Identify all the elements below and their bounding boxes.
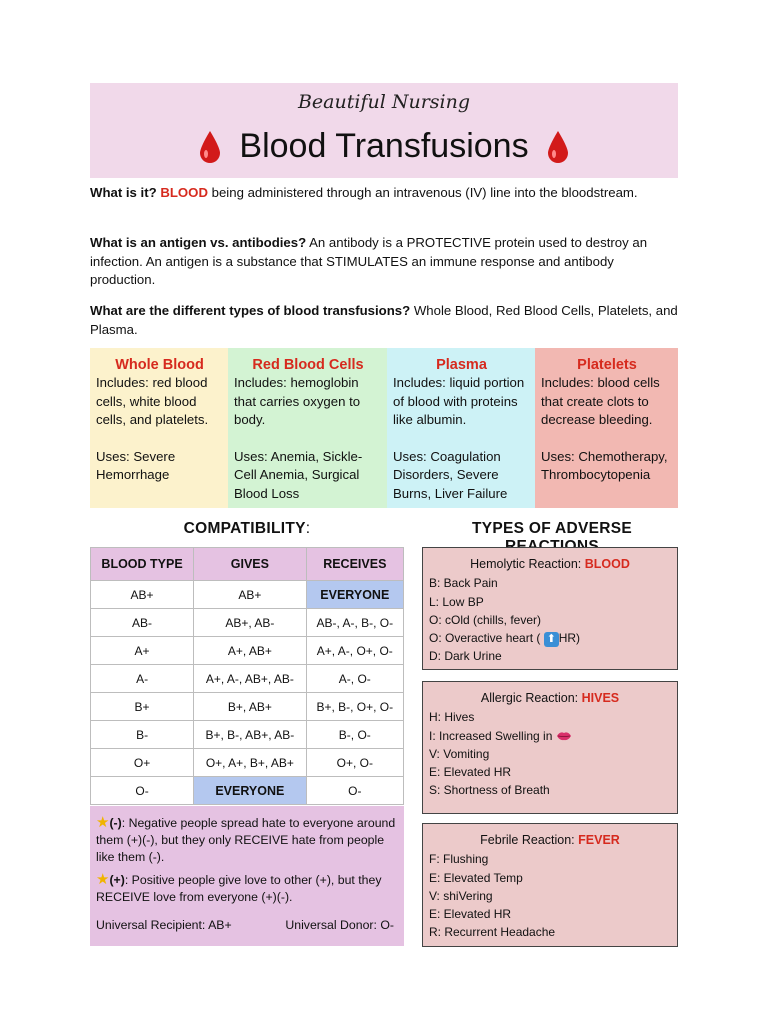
table-row <box>91 721 404 749</box>
reaction-key: BLOOD <box>584 557 630 571</box>
type-heading: Plasma <box>436 357 487 373</box>
type-uses: Uses: Chemotherapy, Thrombocytopenia <box>541 449 668 483</box>
reaction-item: F: Flushing <box>429 852 489 867</box>
brand-title: Beautiful Nursing <box>297 91 471 113</box>
table-row <box>91 581 404 609</box>
universal-row <box>96 917 394 934</box>
header-banner <box>90 83 678 178</box>
type-column-whole-blood <box>90 348 228 508</box>
compatibility-title-text: COMPATIBILITY <box>183 520 306 537</box>
type-uses: Uses: Anemia, Sickle-Cell Anemia, Surgical Blood Loss <box>234 449 363 501</box>
type-includes: Includes: hemoglobin that carries oxygen to body. <box>234 375 361 428</box>
cell-blood-type: O- <box>91 777 194 805</box>
intro-types <box>90 302 680 339</box>
reaction-item: V: shiVering <box>429 888 493 903</box>
answer-text: An antibody is a PROTECTIVE protein used to destroy an infection. An antigen is a substance that STIMULATES an immune response and antibody production. <box>90 235 648 287</box>
reaction-label: Febrile Reaction: <box>480 833 575 847</box>
positive-label: (+) <box>109 873 125 887</box>
universal-donor: Universal Donor: O- <box>285 918 394 932</box>
question-label: What are the different types of blood transfusions? <box>90 303 411 318</box>
table-row <box>91 609 404 637</box>
cell-blood-type: A+ <box>91 637 194 665</box>
type-uses: Uses: Severe Hemorrhage <box>96 449 176 483</box>
reaction-item: H: Hives <box>429 710 475 725</box>
reaction-item: E: Elevated HR <box>429 907 512 922</box>
reaction-label: Allergic Reaction: <box>480 691 579 705</box>
page-title: Blood Transfusions <box>239 127 529 165</box>
question-label: What is an antigen vs. antibodies? <box>90 235 307 250</box>
compatibility-notes <box>90 806 404 946</box>
cell-blood-type: B+ <box>91 693 194 721</box>
intro-what-is-it <box>90 184 680 203</box>
cell-gives: AB+ <box>194 581 306 609</box>
table-row <box>91 693 404 721</box>
reaction-item: B: Back Pain <box>429 576 498 591</box>
reaction-heading <box>429 831 671 849</box>
cell-gives: A+, AB+ <box>194 637 306 665</box>
type-column-plasma <box>387 348 535 508</box>
table-row <box>91 749 404 777</box>
cell-gives: O+, A+, B+, AB+ <box>194 749 306 777</box>
lips-icon <box>556 731 572 741</box>
table-row <box>91 637 404 665</box>
negative-text: : Negative people spread hate to everyone around them (+)(-), but they only RECEIVE hate from people like them (-). <box>96 816 396 864</box>
cell-blood-type: O+ <box>91 749 194 777</box>
reaction-item: S: Shortness of Breath <box>429 783 550 798</box>
column-header-blood-type: BLOOD TYPE <box>91 548 194 581</box>
type-includes: Includes: liquid portion of blood with proteins like albumin. <box>393 375 525 428</box>
reaction-heading <box>429 555 671 573</box>
answer-text: Whole Blood, Red Blood Cells, Platelets, and Plasma. <box>90 303 678 337</box>
table-row <box>91 665 404 693</box>
cell-blood-type: AB+ <box>91 581 194 609</box>
transfusion-types-table <box>90 348 678 508</box>
cell-receives: AB-, A-, B-, O- <box>306 609 403 637</box>
type-uses: Uses: Coagulation Disorders, Severe Burns, Liver Failure <box>393 449 508 501</box>
blood-drop-icon <box>547 130 569 164</box>
reaction-item: L: Low BP <box>429 594 484 609</box>
cell-gives: EVERYONE <box>194 777 306 805</box>
type-heading: Platelets <box>577 357 637 373</box>
negative-note <box>96 814 396 866</box>
reaction-item: R: Recurrent Headache <box>429 925 556 940</box>
reaction-heading <box>429 689 671 707</box>
cell-receives: B-, O- <box>306 721 403 749</box>
cell-receives: O+, O- <box>306 749 403 777</box>
allergic-reaction-box <box>422 681 678 814</box>
arrow-up-icon: ⬆ <box>544 632 559 647</box>
table-row <box>91 777 404 805</box>
reaction-item: O: cOld (chills, fever) <box>429 612 542 627</box>
compatibility-table <box>90 547 404 805</box>
cell-gives: B+, AB+ <box>194 693 306 721</box>
type-heading: Red Blood Cells <box>252 357 364 373</box>
cell-receives: B+, B-, O+, O- <box>306 693 403 721</box>
compatibility-title <box>90 520 404 538</box>
reaction-key: FEVER <box>578 833 620 847</box>
reaction-item: V: Vomiting <box>429 746 490 761</box>
reaction-item: E: Elevated Temp <box>429 870 523 885</box>
positive-text: : Positive people give love to other (+), but they RECEIVE love from everyone (+)(-). <box>96 873 382 904</box>
blood-drop-icon <box>199 130 221 164</box>
adverse-reactions-title: TYPES OF ADVERSE <box>471 520 633 537</box>
intro-antigen <box>90 234 680 290</box>
positive-note <box>96 871 396 906</box>
reaction-item-text: HR) <box>558 631 581 646</box>
type-heading: Whole Blood <box>115 357 204 373</box>
reaction-item-text: O: Overactive heart ( <box>429 631 541 646</box>
cell-receives: O- <box>306 777 403 805</box>
reaction-item <box>429 727 671 745</box>
reaction-label: Hemolytic Reaction: <box>470 557 582 571</box>
reaction-key: HIVES <box>581 691 620 705</box>
cell-receives: A+, A-, O+, O- <box>306 637 403 665</box>
type-includes: Includes: blood cells that create clots to decrease bleeding. <box>541 375 660 428</box>
cell-receives: A-, O- <box>306 665 403 693</box>
star-icon: ★ <box>96 871 110 888</box>
cell-receives: EVERYONE <box>306 581 403 609</box>
type-includes: Includes: red blood cells, white blood cells, and platelets. <box>96 375 209 428</box>
reaction-item-text: I: Increased Swelling in <box>429 728 553 743</box>
type-column-platelets <box>535 348 678 508</box>
column-header-receives: RECEIVES <box>306 548 403 581</box>
blood-keyword: BLOOD <box>160 185 208 200</box>
reaction-item: D: Dark Urine <box>429 649 502 664</box>
reaction-item <box>429 629 671 647</box>
cell-blood-type: AB- <box>91 609 194 637</box>
title-row <box>90 127 678 171</box>
reaction-item: E: Elevated HR <box>429 765 512 780</box>
column-header-gives: GIVES <box>194 548 306 581</box>
cell-gives: AB+, AB- <box>194 609 306 637</box>
type-column-red-blood-cells <box>228 348 387 508</box>
star-icon: ★ <box>96 814 110 831</box>
negative-label: (-) <box>109 816 122 830</box>
compatibility-title-colon: : <box>305 520 311 537</box>
cell-gives: B+, B-, AB+, AB- <box>194 721 306 749</box>
cell-blood-type: B- <box>91 721 194 749</box>
febrile-reaction-box <box>422 823 678 947</box>
cell-blood-type: A- <box>91 665 194 693</box>
universal-recipient: Universal Recipient: AB+ <box>96 918 232 932</box>
question-label: What is it? <box>90 185 157 200</box>
cell-gives: A+, A-, AB+, AB- <box>194 665 306 693</box>
hemolytic-reaction-box <box>422 547 678 670</box>
answer-text: being administered through an intravenous (IV) line into the bloodstream. <box>211 185 638 200</box>
